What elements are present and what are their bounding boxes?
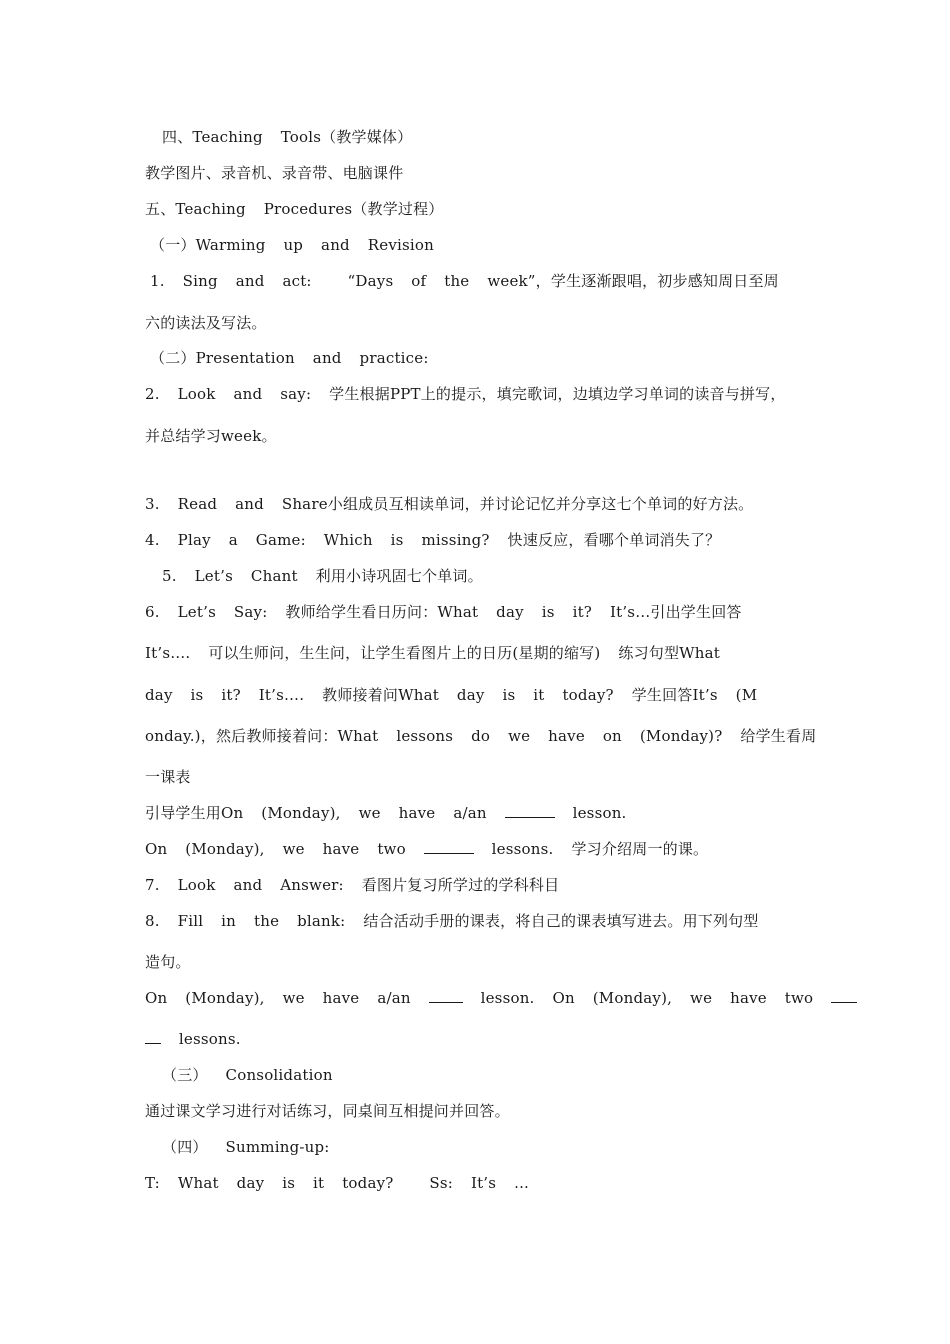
step-5: 5. Let’s Chant 利用小诗巩固七个单词。 bbox=[162, 567, 483, 585]
practice-sentence-line-1 bbox=[145, 988, 832, 1008]
practice-sentence-middle: lesson. On (Monday), we have two bbox=[462, 989, 832, 1007]
step-2-line-1: 2. Look and say: 学生根据PPT上的提示，填完歌词，边填边学习单词的读音与拼写， bbox=[145, 385, 786, 403]
step-6-line-1: 6. Let’s Say: 教师给学生看日历问：What day is it? It’s…引出学生回答 bbox=[145, 603, 742, 621]
step-6-line-5: 一课表 bbox=[145, 768, 191, 786]
blank-line bbox=[424, 839, 474, 854]
blank-line bbox=[505, 803, 555, 818]
guide-sentence-1-start: 引导学生用On (Monday), we have a/an bbox=[145, 804, 505, 822]
heading-teaching-procedures: 五、Teaching Procedures（教学过程） bbox=[145, 200, 444, 218]
summing-up-dialogue: T: What day is it today? Ss: It’s ... bbox=[145, 1174, 530, 1192]
teaching-tools-list: 教学图片、录音机、录音带、电脑课件 bbox=[145, 164, 404, 182]
blank-line bbox=[429, 988, 463, 1003]
consolidation-text: 通过课文学习进行对话练习，同桌间互相提问并回答。 bbox=[145, 1102, 510, 1120]
heading-teaching-tools: 四、Teaching Tools（教学媒体） bbox=[162, 128, 413, 146]
section-presentation: （二）Presentation and practice: bbox=[150, 349, 429, 367]
blank-line bbox=[145, 1029, 161, 1044]
section-summing-up: （四） Summing-up: bbox=[162, 1138, 330, 1156]
step-1-line-2: 六的读法及写法。 bbox=[145, 314, 267, 332]
practice-sentence-line-2 bbox=[145, 1029, 815, 1049]
step-4: 4. Play a Game: Which is missing? 快速反应，看哪个单词消失了？ bbox=[145, 531, 721, 549]
step-7: 7. Look and Answer: 看图片复习所学过的学科科目 bbox=[145, 876, 560, 894]
step-6-line-2: It’s…. 可以生师问，生生问，让学生看图片上的日历(星期的缩写) 练习句型What bbox=[145, 644, 721, 662]
step-2-line-2: 并总结学习week。 bbox=[145, 427, 277, 445]
blank-line bbox=[831, 988, 857, 1003]
step-8-line-2: 造句。 bbox=[145, 953, 191, 971]
step-6-line-3: day is it? It’s…. 教师接着问What day is it today? 学生回答It’s (M bbox=[145, 686, 758, 704]
step-3: 3. Read and Share小组成员互相读单词，并讨论记忆并分享这七个单词的好方法。 bbox=[145, 495, 754, 513]
step-6-line-4: onday.)，然后教师接着问：What lessons do we have on (Monday)? 给学生看周 bbox=[145, 727, 817, 745]
step-8-line-1: 8. Fill in the blank: 结合活动手册的课表，将自己的课表填写进去。用下列句型 bbox=[145, 912, 759, 930]
step-1-line-1: 1. Sing and act: “Days of the week”，学生逐渐跟唱，初步感知周日至周 bbox=[150, 272, 779, 290]
section-consolidation: （三） Consolidation bbox=[162, 1066, 333, 1084]
guide-sentence-1 bbox=[145, 803, 815, 823]
practice-sentence-start: On (Monday), we have a/an bbox=[145, 989, 429, 1007]
guide-sentence-2-start: On (Monday), we have two bbox=[145, 840, 424, 858]
section-warming-up: （一）Warming up and Revision bbox=[150, 236, 435, 254]
guide-sentence-2-end: lessons. 学习介绍周一的课。 bbox=[473, 840, 709, 858]
guide-sentence-2 bbox=[145, 839, 815, 859]
practice-sentence-end: lessons. bbox=[161, 1030, 241, 1048]
guide-sentence-1-end: lesson. bbox=[554, 804, 627, 822]
